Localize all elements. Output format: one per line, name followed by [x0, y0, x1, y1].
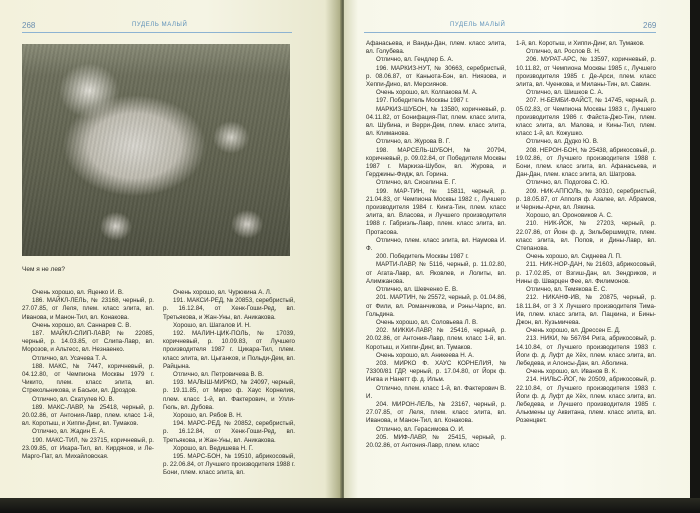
entry-paragraph: 1-й, вл. Коротыш, и Хиппи-Динг, вл. Тумаков. — [516, 40, 645, 47]
entry-paragraph: Отлично, вл. Темякова Е. С. — [526, 286, 608, 294]
entry-paragraph: 189. МАКС-ЛАВР, № 25418, черный, р. 20.02.86, от Антония-Лавр, плем. класс 1-й, вл. Коротыш, и Хиппи-Динг, вл. Тумаков. — [22, 403, 154, 428]
entry-paragraph: Отлично, вл. Сиселина Е. Г. — [376, 179, 457, 187]
entry-paragraph: 188. МАКС, № 7447, коричневый, р. 04.12.80, от Чемпиона Москвы 1979 г. Чикито, плем. класс элита, вл. Стрекольникова, и Баськи, вл. Дроздов. — [22, 362, 154, 395]
right-page — [344, 0, 698, 500]
entry-paragraph: Очень хорошо, вл. Саннарев С. В. — [32, 321, 132, 329]
running-head: ПУДЕЛЬ МАЛЫЙ — [132, 22, 188, 28]
entry-paragraph: 211. НИК-НОР-ДАН, № 21603, абрикосовый, р. 17.02.85, от Взгиш-Дан, вл. Зендриков, и Нины ф. Шварцен Фее, вл. Филимонов. — [516, 261, 656, 285]
page-number: 269 — [643, 21, 657, 30]
entry-paragraph: Отлично, вл. Скатулев Ю. В. — [32, 395, 115, 403]
entry-paragraph: Отлично, плем. класс 1-й, вл. Фактерович В. И. — [366, 384, 506, 400]
entry-paragraph: Отлично, вл. Рослов В. Н. — [526, 48, 601, 56]
entry-paragraph: 194. МАРС-РЕД, № 20852, серебристый, р. 16.12.84, от Хенк-Гоши-Ред, вл. Третьякова, и Жан-Уны, вл. Аникакова. — [163, 420, 295, 444]
entry-paragraph: 198. МАРСЕЛЬ-ШУБОН, № 20794, коричневый, р. 09.02.84, от Победителя Москвы 1987 г. Маркиза-Шубон, вл. Журова, и Герджины-Фидж, вл. Горина. — [366, 146, 506, 179]
entry-paragraph: Отлично, вл. Подогова С. Ю. — [526, 179, 609, 187]
entry-paragraph: 204. МИРОН-ЛЕЛЬ, № 23167, черный, р. 27.07.85, от Леля, плем. класс элита, вл. Иванова, и Манон-Тил, вл. Конакова. — [366, 400, 506, 425]
entry-paragraph: Отлично, вл. Журова В. Г. — [376, 138, 451, 146]
entry-paragraph: Отлично, вл. Гендлер Б. А. — [376, 56, 454, 64]
text-column-1 — [22, 289, 154, 461]
photo-caption: Чем я не лев? — [22, 266, 66, 273]
entry-paragraph: 210. НИК-ЙОК, № 27203, черный, р. 22.07.86, от Йокн ф. д. Зильбершмидте, плем. класс элита, вл. Попов, и Дины-Лавр, вл. Степанова. — [516, 220, 656, 253]
text-column-2 — [163, 289, 295, 478]
entry-paragraph: 212. НИКАНФ-ИВ, № 20875, черный, р. 18.11.84, от 3 Х Лучшего производителя Тима-Ив, плем. класс элита, вл. Пацкина, и Бины-Джон, вл. Кузьмичева. — [516, 294, 656, 326]
entry-paragraph: Очень хорошо, вл. Чурюкина А. Л. — [173, 289, 272, 296]
entry-paragraph: 214. НИЛЬС-ЙОГ, № 20509, абрикосовый, р. 22.10.84, от Лучшего производителя 1983 г. Йоги ф. д. Луфт де Хёх, плем. класс элита, вл. Лебедева, и Лучшего производителя 1985 г. Алькмены цу Аквитана, плем. класс элита, вл. Розенцвет. — [516, 376, 656, 425]
page-number: 268 — [22, 21, 36, 30]
header-rule — [364, 32, 656, 33]
entry-paragraph: Очень хорошо, вл. Аникеева Н. А. — [376, 351, 475, 359]
entry-paragraph: Отлично, вл. Жадин Е. А. — [32, 428, 106, 436]
entry-paragraph: Отлично, вл. Герасимова О. И. — [376, 425, 465, 433]
entry-paragraph: 186. МАЙКЛ-ЛЕЛЬ, № 23168, черный, р. 27.07.85, от Леля, плем. класс элита, вл. Иванова, и Манон-Тил, вл. Конакова. — [22, 297, 154, 321]
header-rule — [22, 32, 292, 33]
entry-paragraph: 209. НИК-АППОЛЬ, № 30310, серебристый, р. 18.05.87, от Апполя ф. Азалее, вл. Абрамов, и Черниы-Арчи, вл. Лякина. — [516, 187, 656, 212]
left-page — [0, 0, 342, 500]
entry-paragraph: Хорошо, вл. Ведишева Н. Г. — [173, 444, 253, 452]
text-column-2 — [516, 40, 656, 426]
entry-paragraph: 190. МАКС-ТИЛ, № 23715, коричневый, р. 23.09.85, от Икара-Тил, вл. Кирдянов, и Ле-Марго-Пат, вл. Михайловская. — [22, 436, 154, 461]
entry-paragraph: Отлично, плем. класс элита, вл. Наумова И. Ф. — [366, 236, 506, 253]
book-edge — [690, 0, 700, 513]
entry-paragraph: Хорошо, вл. Шаталов И. Н. — [173, 321, 251, 329]
entry-paragraph: 192. МАЛИН-ЦИК-ПОЛЬ, № 17039, коричневый, р. 10.09.83, от Лучшего производителя 1987 г. Цикара-Тил, плем. класс элита, вл. Цыганков, и Польди-Дем, вл. Райцына. — [163, 330, 295, 370]
entry-paragraph: Очень хорошо, вл. Колпакова М. А. — [376, 89, 478, 97]
entry-paragraph: Отлично, вл. Дудко Ю. В. — [526, 138, 599, 146]
book-edge-bottom — [0, 498, 700, 513]
entry-paragraph: 203. МИРКО Ф. ХАУС КОРНЕЛИЯ, № 73300/81 ГДР, черный, р. 17.04.80, от Йорк ф. Ингва и Нанетт ф. д. Ильм. — [366, 359, 506, 384]
entry-paragraph: 201. МАРТИН, № 25572, черный, р. 01.04.86, от Фили, вл. Романчикова, и Рэны-Чарлс, вл. Гольдина. — [366, 294, 506, 318]
poodle-photo — [22, 44, 290, 256]
entry-paragraph: Очень хорошо, вл. Дрессен Е. Д. — [526, 327, 621, 335]
entry-paragraph: Очень хорошо, вл. Яценко И. В. — [32, 289, 124, 296]
entry-paragraph: 202. МИККИ-ЛАВР, № 25416, черный, р. 20.02.86, от Антония-Лавр, плем. класс 1-й, вл. Коротыш, и Хиппи-Динг, вл. Тумаков. — [366, 327, 506, 351]
entry-paragraph: Отлично, вл. Петровичева В. В. — [173, 371, 264, 379]
entry-paragraph: 206. МУРАТ-АРС, № 13597, коричневый, р. 10.11.82, от Чемпиона Москвы 1985 г., Лучшего производителя 1985 г. Де-Арси, плем. класс элита, вл. Чуенкова, и Миланы-Тин, вл. Савин. — [516, 56, 656, 89]
entry-paragraph: Очень хорошо, вл. Иванов В. К. — [526, 368, 618, 376]
entry-paragraph: 213. НИКИ, № 567/84 Рига, абрикосовый, р. 14.10.84, от Лучшего производителя 1983 г. Йоги ф. д. Луфт де Хёх, плем. класс элита, вл. Лебедева, и Алонсы-Дан, вл. Аболина. — [516, 335, 656, 367]
entry-paragraph: Отлично, вл. Усачева Т. А. — [32, 354, 108, 362]
entry-paragraph: Отлично, вл. Шевченко Е. В. — [376, 286, 458, 294]
entry-paragraph: 199. МАР-ТИН, № 15811, черный, р. 21.04.83, от Чемпиона Москвы 1982 г., Лучшего производителя 1984 г. Кинга-Тин, плем. класс элита, вл. Власова, и Лучшего производителя 1988 г. Габриэль-Лавр, плем. класс элита, вл. Протасова. — [366, 187, 506, 236]
entry-paragraph: 196. МАРКИЗ-НУТ, № 30663, серебристый, р. 08.06.87, от Каньюта-Бэн, вл. Ниязова, и Хеппи-Дино, вл. Мерсиянов. — [366, 64, 506, 89]
entry-paragraph: Очень хорошо, вл. Соловьева Л. В. — [376, 318, 478, 326]
entry-paragraph: 197. Победитель Москвы 1987 г. — [376, 97, 469, 105]
entry-paragraph: Очень хорошо, вл. Сиднева Л. П. — [526, 253, 622, 261]
entry-paragraph: Хорошо, вл. Рябов В. Н. — [173, 412, 243, 420]
running-head: ПУДЕЛЬ МАЛЫЙ — [450, 22, 506, 28]
entry-paragraph: 205. МИФ-ЛАВР, № 25415, черный, р. 20.02.86, от Антония-Лавр, плем. класс — [366, 433, 506, 449]
entry-paragraph: Афанасьева, и Ванды-Дан, плем. класс элита, вл. Голубева. — [366, 40, 506, 56]
entry-paragraph: Отлично, вл. Шишков С. А. — [526, 89, 604, 97]
entry-paragraph: 200. Победитель Москвы 1987 г. — [376, 253, 469, 261]
entry-paragraph: 195. МАРС-БОН, № 19510, абрикосовый, р. 22.06.84, от Лучшего производителя 1988 г. Бони, плем. класс элита, вл. — [163, 453, 295, 477]
text-column-1 — [366, 40, 506, 450]
entry-paragraph: 208. НЕРОН-БОН, № 25438, абрикосовый, р. 19.02.86, от Лучшего производителя 1988 г. Бони, плем. класс элита, вл. Афанасьева, и Дан-Дан, плем. класс элита, вл. Шатрова. — [516, 146, 656, 179]
entry-paragraph: Хорошо, вл. Ороновиков А. С. — [526, 212, 613, 220]
entry-paragraph: 207. Н-БЕМБИ-ФАЙСТ, № 14745, черный, р. 05.02.83, от Чемпиона Москвы 1983 г., Лучшего производителя 1986 г. Файста-Джо-Тин, плем. класс элита, вл. Малова, и Кины-Тил, плем. класс 1-й, вл. Кожушко. — [516, 97, 656, 138]
entry-paragraph: МАРТИ-ЛАВР, № 5116, черный, р. 11.02.80, от Агата-Лавр, вл. Яковлев, и Лолиты, вл. Алимжанова. — [366, 261, 506, 285]
entry-paragraph: 191. МАКСИ-РЕД, № 20853, серебристый, р. 16.12.84, от Хенк-Гоши-Ред, вл. Третьякова, и Жан-Уны, вл. Аникакова. — [163, 297, 295, 321]
entry-paragraph: 187. МАЙКЛ-СЛИП-ЛАВР, № 22085, черный, р. 14.03.85, от Слипа-Лавр, вл. Морозов, и Альтесс, вл. Незнаенко. — [22, 330, 154, 354]
entry-paragraph: МАРКИЗ-ШУБОН, № 13580, коричневый, р. 04.11.82, от Бонифация-Пат, плем. класс элита, вл. Шубина, и Верри-Дем, плем. класс элита, вл. Климанова. — [366, 105, 506, 138]
entry-paragraph: 193. МАЛЫШ-МИРКО, № 24097, черный, р. 19.11.85, от Мирко ф. Хаус Корнелия, плем. класс 1-й, вл. Фактерович, и Улли-Гюль, вл. Дубова. — [163, 379, 295, 411]
